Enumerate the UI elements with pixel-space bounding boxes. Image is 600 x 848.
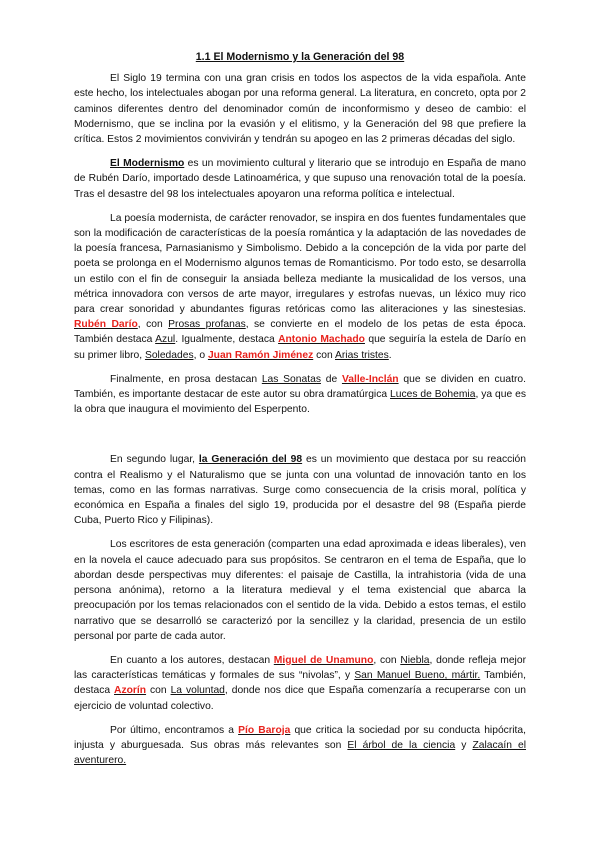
work-las-sonatas: Las Sonatas xyxy=(261,373,321,385)
paragraph-generacion-98-authors xyxy=(74,653,526,714)
work-arias-tristes: Arias tristes xyxy=(335,349,389,361)
term-generacion-98: la Generación del 98 xyxy=(198,454,303,466)
paragraph-text: que critica la sociedad por su conducta hipócrita, injusta y aburguesada. Sus obras más relevantes son xyxy=(74,724,526,751)
term-modernismo: El Modernismo xyxy=(110,158,185,170)
author-valle-inclan: Valle-Inclán xyxy=(341,373,399,385)
paragraph-text: , con xyxy=(373,654,401,666)
paragraph-generacion-98-definition xyxy=(74,452,526,528)
paragraph-text: Finalmente, en prosa destacan xyxy=(110,373,262,385)
author-pio-baroja: Pío Baroja xyxy=(238,724,291,736)
work-azul: Azul xyxy=(155,334,176,346)
paragraph-text: Por último, encontramos a xyxy=(110,724,239,736)
paragraph-text: con xyxy=(313,349,335,361)
paragraph-modernist-poetry xyxy=(74,211,526,363)
paragraph-text: . Igualmente, destaca xyxy=(175,334,279,346)
paragraph-pio-baroja xyxy=(74,723,526,769)
work-luces-de-bohemia: Luces de Bohemia xyxy=(390,389,476,401)
section-spacer xyxy=(74,426,526,452)
work-la-voluntad: La voluntad xyxy=(170,685,225,697)
paragraph-text: , donde nos dice que España comenzaría a recuperarse con un ejercicio de voluntad colectivo. xyxy=(74,685,526,712)
paragraph-text: es un movimiento cultural y literario que se introdujo en España de mano de Rubén Darío, importado desde Latinoamérica, y que supuso una renovación total de la poesía. Tras el desastre del 98 los intelectuales apoyaron una reforma política e intelectual. xyxy=(74,158,526,200)
paragraph-modernist-prose xyxy=(74,372,526,418)
author-antonio-machado: Antonio Machado xyxy=(278,334,365,346)
paragraph-text: En cuanto a los autores, destacan xyxy=(110,654,274,666)
paragraph-text: y xyxy=(455,739,473,751)
paragraph-text: También, destaca xyxy=(74,670,526,697)
work-el-arbol-de-la-ciencia: El árbol de la ciencia xyxy=(347,739,456,751)
work-zalacain-el-aventurero: Zalacaín el aventurero. xyxy=(74,739,527,767)
document-title: 1.1 El Modernismo y la Generación del 98 xyxy=(195,51,405,63)
paragraph-text: , ya que es la obra que inaugura el movimiento del Esperpento. xyxy=(74,389,527,416)
paragraph-text: , se convierte en el modelo de los petas de esta época. También destaca xyxy=(74,319,526,346)
paragraph-text: o xyxy=(196,349,208,361)
paragraph-generacion-98-themes: Los escritores de esta generación (comparten una edad aproximada e ideas liberales), ven en la novela el cauce adecuado para sus propósitos. Se centraron en el tema de España, que lo abordan desde perspectivas muy diferentes: el paisaje de Castilla, la intrahistoria (vida de una persona anónima), retorno a la literatura medieval y el tema existencial que abarca la preocupación por los temas relacionados con el sentido de la vida. Debido a estos temas, el estilo narrativo que se desarrolló se caracterizó por la sencillez y la claridad, presencia de un estilo personal por parte de cada autor. xyxy=(74,539,526,642)
author-juan-ramon-jimenez: Juan Ramón Jiménez xyxy=(207,349,314,361)
work-san-manuel-bueno: San Manuel Bueno, mártir. xyxy=(354,670,481,682)
author-azorin: Azorín xyxy=(114,685,147,697)
paragraph-text: En segundo lugar, xyxy=(110,454,199,466)
author-ruben-dario: Rubén Darío xyxy=(74,319,138,331)
paragraph-text: . xyxy=(388,349,392,361)
paragraph-text: , con xyxy=(137,319,169,331)
paragraph-text: que se dividen en cuatro. También, es importante destacar de este autor su obra dramatúrgica xyxy=(74,373,526,401)
work-soledades: Soledades, xyxy=(144,349,197,361)
document-page xyxy=(74,50,526,777)
paragraph-text: es un movimiento que destaca por su reacción contra el Realismo y el Naturalismo que se junta con una voluntad de innovación tanto en los temas, como en las formas narrativas. Surge como consecuencia de la crisis moral, política y económica en España a finales del siglo 19, producida por el desastre del 98 (España pierde Cuba, Puerto Rico y Filipinas). xyxy=(74,454,527,527)
work-niebla: Niebla xyxy=(400,654,430,666)
paragraph-text: con xyxy=(146,685,171,697)
paragraph-text: que seguiría la estela de Darío en su primer libro, xyxy=(74,334,526,361)
author-miguel-de-unamuno: Miguel de Unamuno xyxy=(273,654,374,666)
paragraph-modernismo-definition xyxy=(74,156,526,202)
paragraph-text: , donde refleja mejor las características temáticas y formales de sus “nivolas”, y xyxy=(74,654,527,682)
work-prosas-profanas: Prosas profanas xyxy=(168,319,246,331)
paragraph-text: de xyxy=(320,373,342,385)
paragraph-text: La poesía modernista, de carácter renovador, se inspira en dos fuentes fundamentales que son la modificación de características de la poesía romántica y la adaptación de las novedades de la poesía francesa, Parnasianismo y Simbolismo. Debido a la concepción de la vida por parte del poeta se prolonga en el Modernismo algunos temas de Romanticismo. Por todo esto, se desarrolla un estilo con el fin de conseguir la ansiada belleza mediante la musicalidad de los versos, una métrica innovadora con versos de arte mayor, irregulares y estrofas nuevas, un léxico muy rico para crear sonoridad y abundantes figuras retóricas como las aliteraciones y las sinestesias. xyxy=(74,212,526,316)
paragraph-intro: El Siglo 19 termina con una gran crisis en todos los aspectos de la vida española. Ante este hecho, los intelectuales abogan por una reforma general. La literatura, en concreto, opta por 2 caminos diferentes dentro del denominador común de inconformismo y deseo de cambio: el Modernismo, que se inclina por la evasión y el elitismo, y la Generación del 98 que prefiere la crítica. Estos 2 movimientos convivirán y tendrán su apogeo en las 2 primeras décadas del siglo. xyxy=(74,73,526,146)
